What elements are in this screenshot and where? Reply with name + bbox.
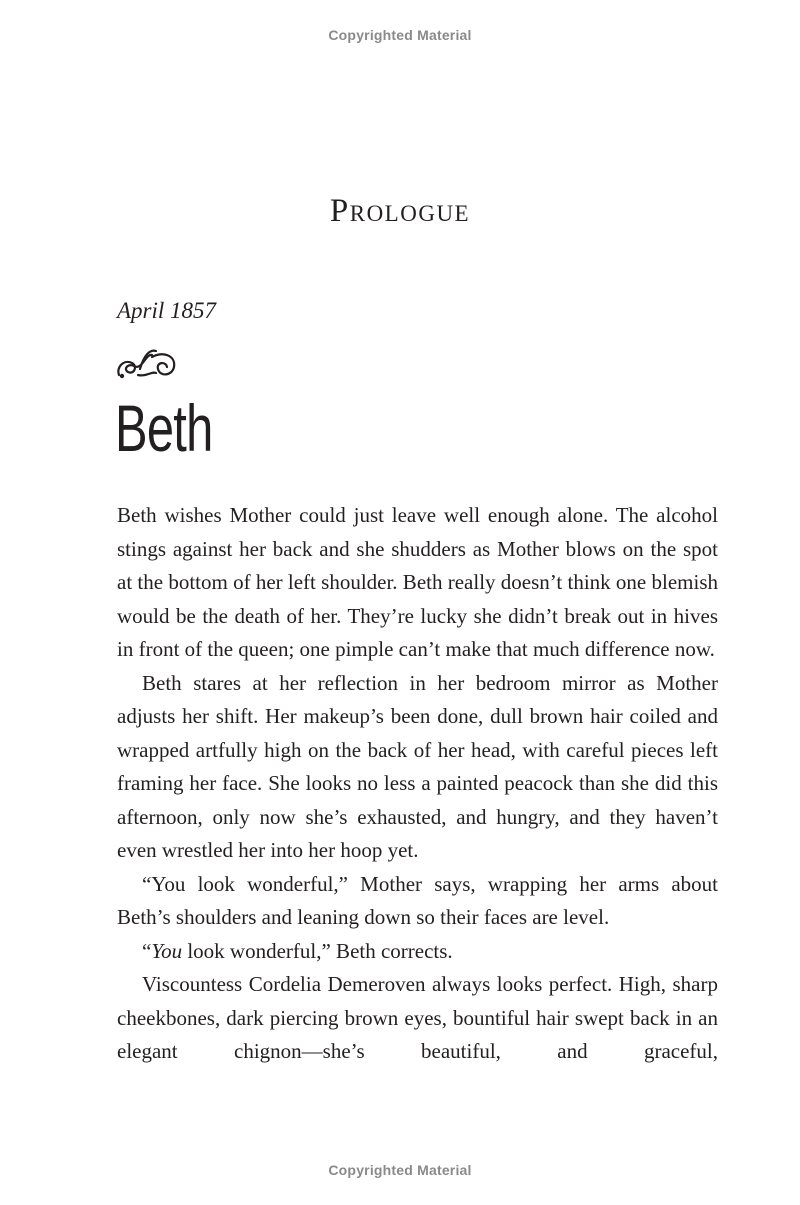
copyright-watermark-bottom: Copyrighted Material [328, 1162, 472, 1178]
paragraph: “You look wonderful,” Mother says, wrapping her arms about Beth’s shoulders and leaning down so their faces are level. [117, 871, 718, 929]
paragraph: Viscountess Cordelia Demeroven always looks perfect. High, sharp cheekbones, dark piercing brown eyes, bountiful hair swept back in an elegant chignon—she’s beautiful, and graceful, [117, 972, 718, 1063]
emphasized-word: You [151, 938, 183, 963]
paragraph: Beth stares at her reflection in her bedroom mirror as Mother adjusts her shift. Her makeup’s been done, dull brown hair coiled and wrapped artfully high on the back of her head, with careful pieces left framing her face. She looks no less a painted peacock than she did this afternoon, only now she’s exhausted, and hungry, and they haven’t even wrestled her into her hoop yet. [117, 670, 718, 862]
quote-rest: look wonderful,” Beth corrects. [182, 938, 453, 963]
paragraph: Beth wishes Mother could just leave well enough alone. The alcohol stings against her back and she shudders as Mother blows on the spot at the bottom of her left shoulder. Beth really doesn’t think one blemish would be the death of her. They’re lucky she didn’t break out in hives in front of the queen; one pimple can’t make that much difference now. [117, 503, 718, 661]
chapter-dateline: April 1857 [117, 298, 217, 323]
pov-character-name: Beth [115, 391, 213, 465]
open-quote: “ [142, 938, 152, 963]
copyright-watermark-top: Copyrighted Material [328, 27, 472, 43]
body-text [117, 499, 718, 1069]
chapter-title: Prologue [329, 193, 471, 229]
flourish-ornament-icon [116, 345, 178, 381]
paragraph [117, 935, 718, 969]
